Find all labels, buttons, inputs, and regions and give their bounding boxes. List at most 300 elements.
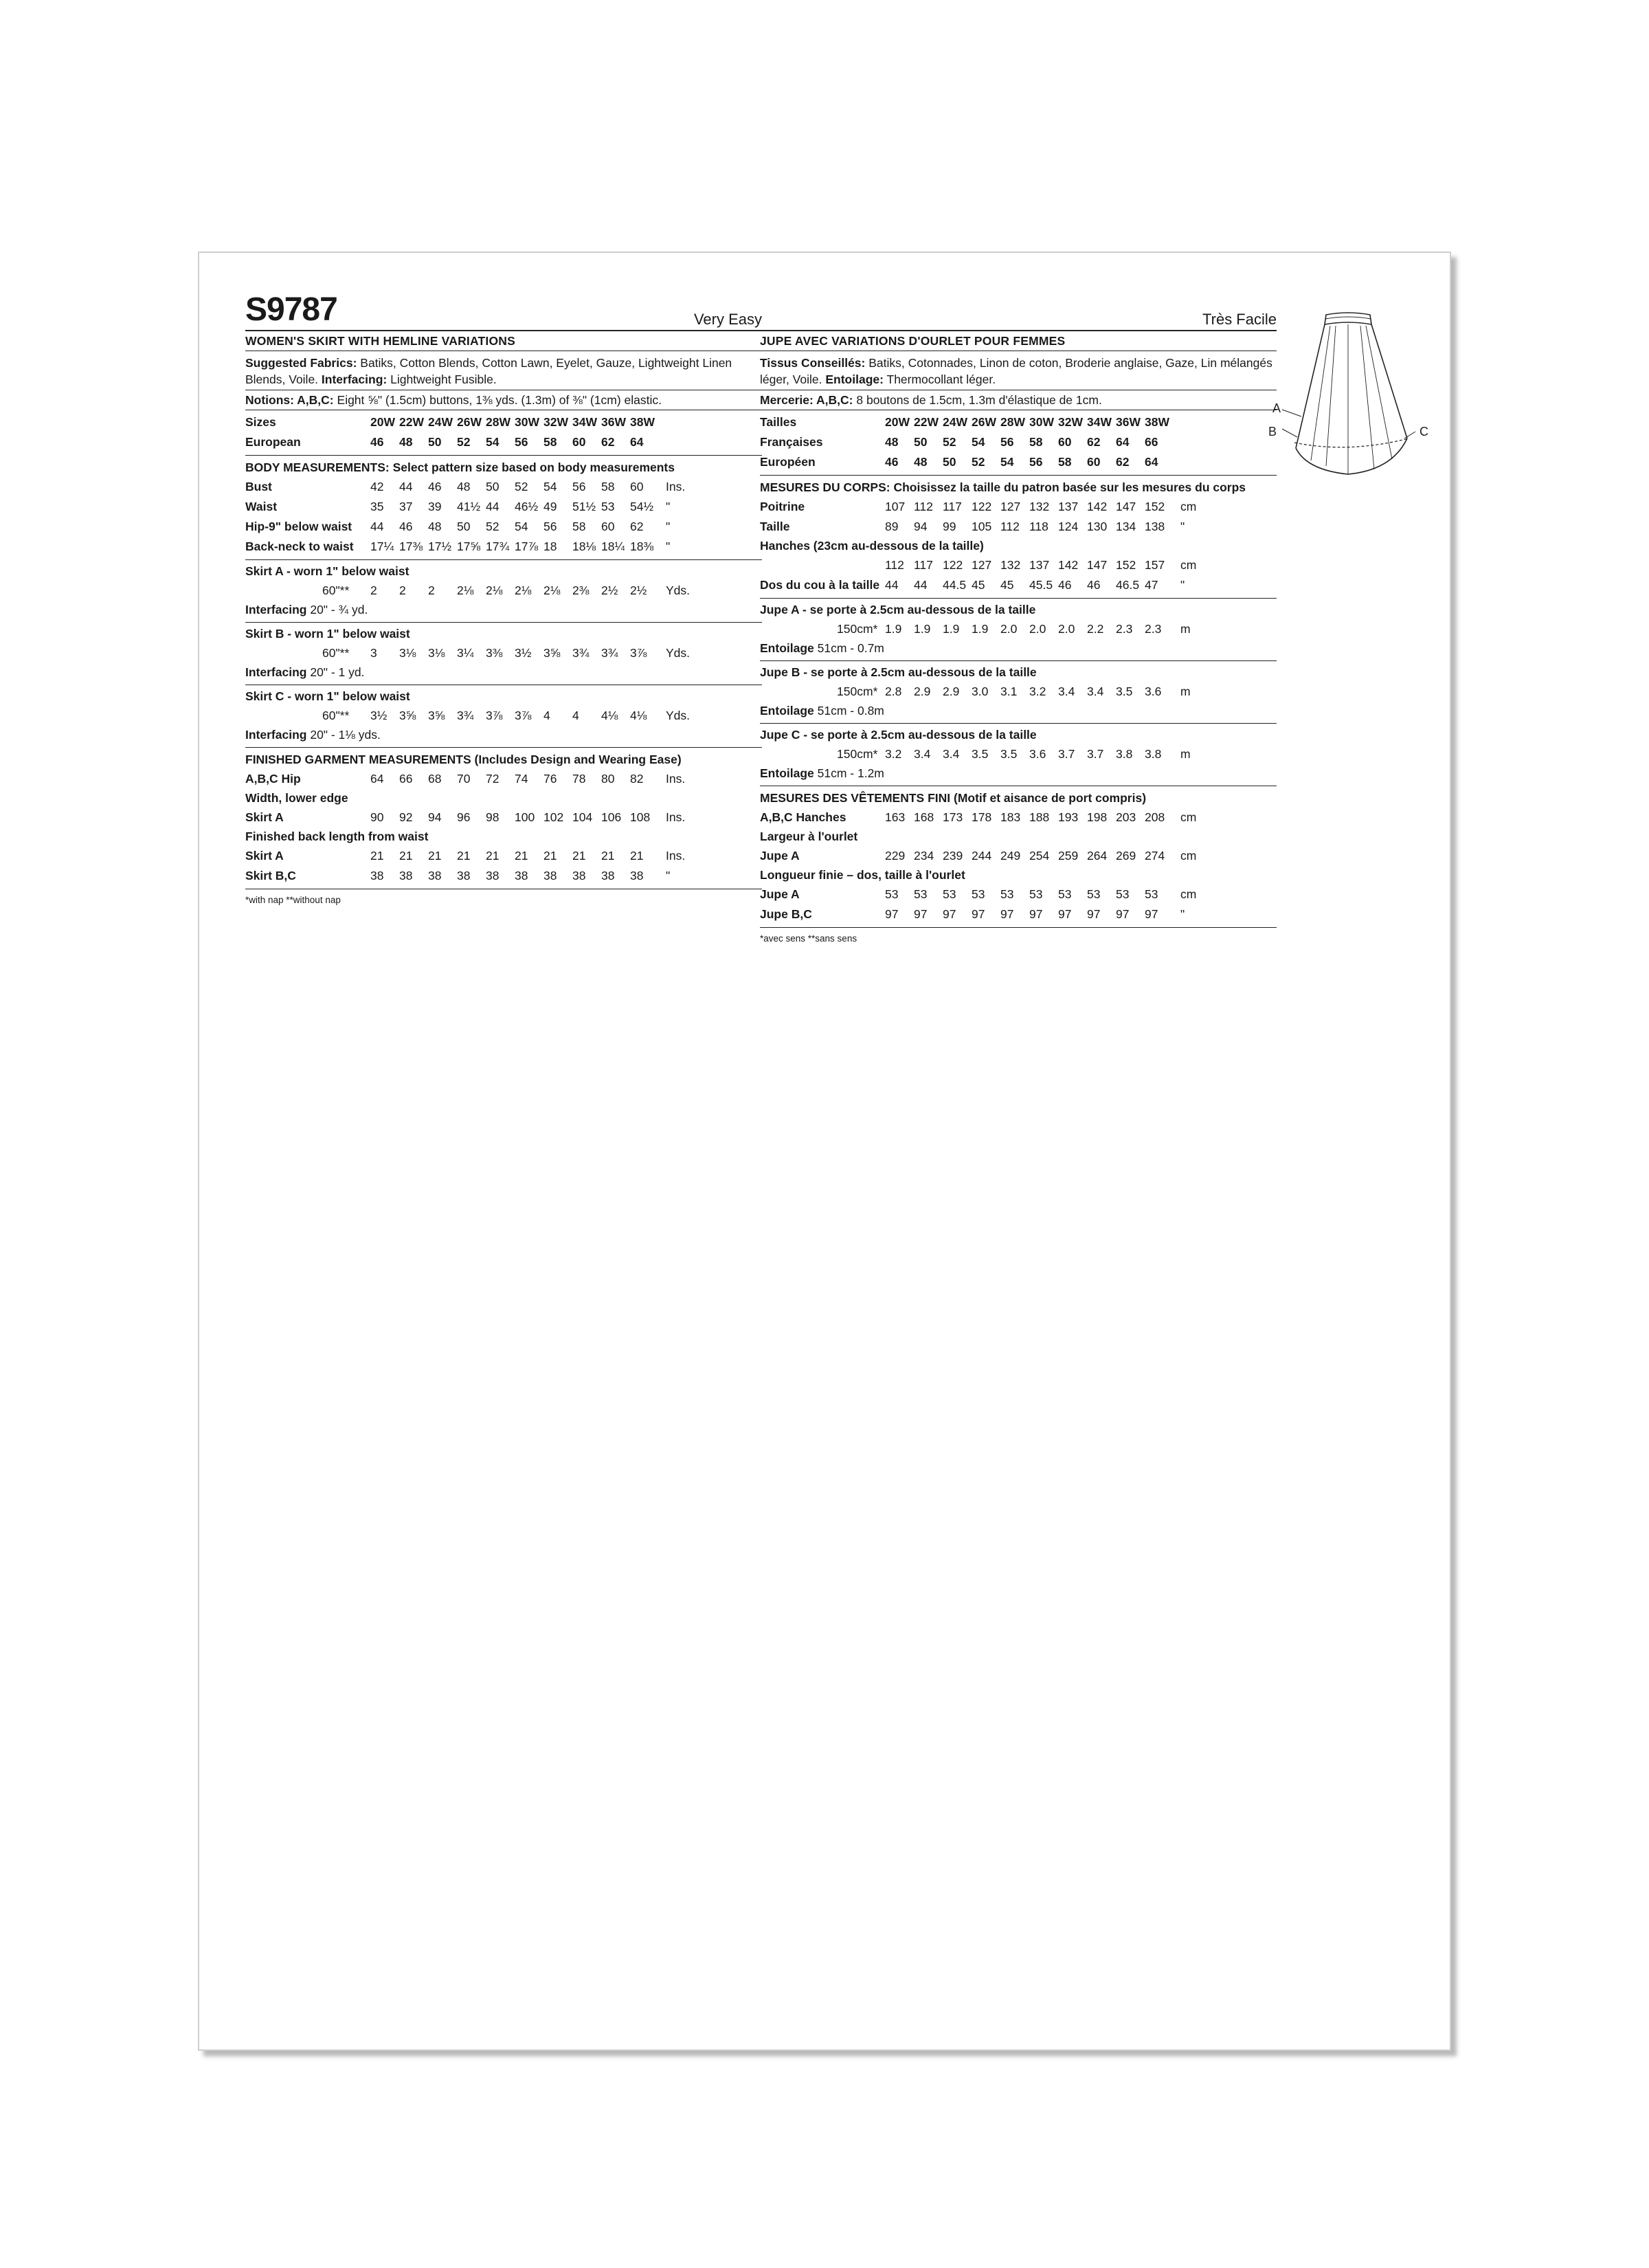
size-value: 53 <box>1058 887 1072 901</box>
size-value: 3.5 <box>1116 685 1133 698</box>
body-rows-fr <box>760 497 1277 537</box>
size-value: 58 <box>1029 435 1043 449</box>
size-value: 147 <box>1087 558 1108 572</box>
size-value: 52 <box>972 455 985 469</box>
unit-label: " <box>666 520 671 533</box>
size-value: 24W <box>428 415 453 429</box>
size-value: 44 <box>486 500 500 513</box>
size-value: 2.0 <box>1029 622 1046 636</box>
finished-length-rows-fr <box>760 885 1277 924</box>
size-value: 54 <box>972 435 985 449</box>
size-value: 46.5 <box>1116 578 1140 592</box>
measurement-row <box>245 846 762 866</box>
size-value: 28W <box>1000 415 1025 429</box>
size-value: 124 <box>1058 520 1079 533</box>
size-value: 89 <box>885 520 899 533</box>
size-value: 2⅛ <box>457 583 474 597</box>
size-value: 54 <box>486 435 500 449</box>
size-value: 50 <box>428 435 442 449</box>
row-label: Jupe A <box>760 887 800 901</box>
size-value: 98 <box>486 810 500 824</box>
size-value: 118 <box>1029 520 1048 533</box>
size-value: 90 <box>370 810 384 824</box>
size-value: 60 <box>601 520 615 533</box>
size-value: 244 <box>972 849 992 863</box>
measurement-row <box>760 885 1277 904</box>
size-value: 134 <box>1116 520 1136 533</box>
size-value: 20W <box>885 415 910 429</box>
view-heading: Skirt B - worn 1" below waist <box>245 627 410 641</box>
garment-title: WOMEN'S SKIRT WITH HEMLINE VARIATIONS <box>245 331 762 351</box>
suggested-fabrics: Suggested Fabrics: Batiks, Cotton Blends, Cotton Lawn, Eyelet, Gauze, Lightweight Linen Blends, Voile. Interfacing: Lightweight Fusible. <box>245 351 762 390</box>
row-label: Back-neck to waist <box>245 540 354 553</box>
fabric-width: 60"** <box>322 583 350 597</box>
difficulty-label-fr: Très Facile <box>1202 311 1277 328</box>
unit-label: " <box>1180 578 1185 592</box>
unit-label: Yds. <box>666 709 691 722</box>
row-label: Skirt B,C <box>245 869 296 882</box>
size-value: 102 <box>543 810 564 824</box>
size-value: 3⅜ <box>486 646 503 660</box>
size-value: 36W <box>601 415 626 429</box>
size-value: 46½ <box>515 500 539 513</box>
size-value: 22W <box>914 415 939 429</box>
unit-label: Ins. <box>666 810 686 824</box>
size-value: 38 <box>457 869 471 882</box>
measurement-row <box>760 497 1277 517</box>
finished-hip-row <box>245 769 762 789</box>
finished-length-rows <box>245 846 762 886</box>
unit-label: " <box>666 869 671 882</box>
size-value: 3½ <box>370 709 388 722</box>
size-value: 1.9 <box>914 622 931 636</box>
measurement-row <box>760 808 1277 827</box>
size-value: 106 <box>601 810 622 824</box>
size-value: 97 <box>1000 907 1014 921</box>
size-value: 3¾ <box>601 646 618 660</box>
size-value: 18 <box>543 540 557 553</box>
finished-measurements <box>245 748 762 889</box>
size-value: 28W <box>486 415 511 429</box>
size-value: 254 <box>1029 849 1050 863</box>
hip-row-fr <box>760 555 1277 575</box>
body-rows <box>245 477 762 557</box>
size-value: 142 <box>1087 500 1108 513</box>
unit-label: Ins. <box>666 772 686 786</box>
size-value: 97 <box>1145 907 1158 921</box>
difficulty-label: Very Easy <box>693 311 762 328</box>
measurement-row <box>760 744 1277 764</box>
size-table <box>245 410 762 456</box>
size-table-fr <box>760 410 1277 476</box>
size-value: 3⅞ <box>630 646 647 660</box>
unit-label: Ins. <box>666 849 686 863</box>
size-value: 3⅝ <box>543 646 561 660</box>
unit-label: cm <box>1180 558 1197 572</box>
size-value: 50 <box>457 520 471 533</box>
size-value: 54 <box>1000 455 1014 469</box>
size-value: 264 <box>1087 849 1108 863</box>
yardage-section <box>245 623 762 685</box>
garment-title-fr: JUPE AVEC VARIATIONS D'OURLET POUR FEMMES <box>760 331 1277 351</box>
size-value: 105 <box>972 520 992 533</box>
size-value: 62 <box>601 435 615 449</box>
size-value: 97 <box>1058 907 1072 921</box>
size-value: 183 <box>1000 810 1021 824</box>
size-value: 94 <box>914 520 928 533</box>
size-value: 21 <box>428 849 442 863</box>
size-value: 32W <box>543 415 568 429</box>
row-label: Waist <box>245 500 278 513</box>
size-value: 2.0 <box>1000 622 1018 636</box>
size-value: 38 <box>572 869 586 882</box>
width-label: Width, lower edge <box>245 791 348 805</box>
size-value: 68 <box>428 772 442 786</box>
size-value: 108 <box>630 810 651 824</box>
back-row-fr <box>760 575 1277 595</box>
row-label: Poitrine <box>760 500 805 513</box>
size-value: 56 <box>572 480 586 493</box>
size-value: 249 <box>1000 849 1021 863</box>
size-value: 24W <box>943 415 967 429</box>
size-value: 3.7 <box>1058 747 1075 761</box>
size-value: 38 <box>601 869 615 882</box>
unit-label: cm <box>1180 849 1197 863</box>
fabric-width: 60"** <box>322 709 350 722</box>
size-value: 50 <box>486 480 500 493</box>
size-value: 2.2 <box>1087 622 1104 636</box>
size-value: 97 <box>1029 907 1043 921</box>
footnote-fr: *avec sens **sans sens <box>760 933 857 944</box>
measurement-row <box>760 619 1277 639</box>
size-value: 21 <box>457 849 471 863</box>
size-value: 54 <box>543 480 557 493</box>
row-label: Skirt A <box>245 849 284 863</box>
body-measurements-heading: BODY MEASUREMENTS: Select pattern size based on body measurements <box>245 460 675 474</box>
measurement-row <box>245 808 762 827</box>
size-value: 48 <box>914 455 928 469</box>
unit-label: m <box>1180 747 1191 761</box>
size-value: 97 <box>972 907 985 921</box>
row-label: Bust <box>245 480 272 493</box>
size-value: 52 <box>515 480 528 493</box>
unit-label: cm <box>1180 500 1197 513</box>
notions: Notions: A,B,C: Eight ⅝" (1.5cm) buttons, 1⅜ yds. (1.3m) of ⅜" (1cm) elastic. <box>245 390 762 410</box>
yardage-section <box>760 661 1277 724</box>
size-value: 122 <box>972 500 992 513</box>
size-value: 54½ <box>630 500 654 513</box>
size-value: 4⅛ <box>601 709 618 722</box>
size-value: 54 <box>515 520 528 533</box>
size-value: 53 <box>914 887 928 901</box>
size-value: 46 <box>885 455 899 469</box>
size-value: 127 <box>1000 500 1021 513</box>
size-value: 42 <box>370 480 384 493</box>
yardage-section <box>760 724 1277 786</box>
size-value: 132 <box>1029 500 1050 513</box>
unit-label: cm <box>1180 887 1197 901</box>
size-value: 17⅞ <box>515 540 539 553</box>
size-value: 3 <box>370 646 377 660</box>
size-value: 60 <box>1087 455 1101 469</box>
size-value: 53 <box>885 887 899 901</box>
measurement-row <box>760 555 1277 575</box>
french-header <box>760 294 1277 331</box>
size-value: 3.8 <box>1116 747 1133 761</box>
size-value: 74 <box>515 772 528 786</box>
fabric-width: 150cm* <box>837 685 878 698</box>
interfacing-row: Entoilage 51cm - 0.7m <box>760 641 884 655</box>
size-value: 60 <box>630 480 644 493</box>
size-value: 56 <box>1000 435 1014 449</box>
size-value: 152 <box>1145 500 1165 513</box>
view-heading: Skirt C - worn 1" below waist <box>245 689 410 703</box>
size-value: 152 <box>1116 558 1136 572</box>
size-value: 22W <box>399 415 424 429</box>
unit-label: " <box>1180 907 1185 921</box>
size-value: 112 <box>914 500 933 513</box>
size-value: 122 <box>943 558 963 572</box>
size-value: 198 <box>1087 810 1108 824</box>
row-label: Européen <box>760 455 816 469</box>
size-value: 45.5 <box>1029 578 1053 592</box>
size-value: 52 <box>943 435 956 449</box>
view-b-label: B <box>1268 425 1277 438</box>
size-value: 1.9 <box>943 622 960 636</box>
view-heading: Jupe C - se porte à 2.5cm au-dessous de la taille <box>760 728 1037 742</box>
interfacing-row: Interfacing 20" - ¾ yd. <box>245 603 368 616</box>
body-measurements-heading-fr: MESURES DU CORPS: Choisissez la taille du patron basée sur les mesures du corps <box>760 480 1246 494</box>
size-value: 130 <box>1087 520 1108 533</box>
size-value: 3.4 <box>943 747 960 761</box>
size-value: 3.5 <box>1000 747 1018 761</box>
english-header <box>245 291 762 331</box>
body-measurements-fr <box>760 476 1277 599</box>
measurement-row <box>760 904 1277 924</box>
suggested-fabrics-fr: Tissus Conseillés: Batiks, Cotonnades, Linon de coton, Broderie anglaise, Gaze, Lin mélangés léger, Voile. Entoilage: Thermocollant léger. <box>760 351 1277 390</box>
size-value: 2⅛ <box>543 583 561 597</box>
size-value: 4 <box>572 709 579 722</box>
size-value: 58 <box>601 480 615 493</box>
size-value: 3¾ <box>457 709 474 722</box>
size-value: 3.4 <box>1087 685 1104 698</box>
size-value: 53 <box>1029 887 1043 901</box>
pattern-number: S9787 <box>245 291 337 328</box>
row-label: Jupe B,C <box>760 907 812 921</box>
english-column <box>245 291 762 905</box>
size-value: 3.2 <box>1029 685 1046 698</box>
unit-label: " <box>1180 520 1185 533</box>
size-value: 3.2 <box>885 747 902 761</box>
size-value: 147 <box>1116 500 1136 513</box>
fabric-width: 150cm* <box>837 747 878 761</box>
size-value: 17⅜ <box>399 540 423 553</box>
view-c-label: C <box>1420 425 1428 438</box>
size-value: 44 <box>914 578 928 592</box>
unit-label: Ins. <box>666 480 686 493</box>
size-value: 4⅛ <box>630 709 647 722</box>
size-value: 97 <box>1116 907 1130 921</box>
measurement-row <box>245 477 762 497</box>
row-label: A,B,C Hip <box>245 772 301 786</box>
size-value: 49 <box>543 500 557 513</box>
size-value: 48 <box>457 480 471 493</box>
size-value: 259 <box>1058 849 1079 863</box>
size-value: 2½ <box>630 583 647 597</box>
size-value: 274 <box>1145 849 1165 863</box>
size-value: 46 <box>399 520 413 533</box>
size-value: 72 <box>486 772 500 786</box>
size-value: 53 <box>601 500 615 513</box>
size-value: 36W <box>1116 415 1141 429</box>
size-value: 53 <box>1000 887 1014 901</box>
size-value: 46 <box>1087 578 1101 592</box>
size-value: 45 <box>972 578 985 592</box>
view-heading: Jupe A - se porte à 2.5cm au-dessous de la taille <box>760 603 1036 616</box>
size-value: 3.4 <box>914 747 931 761</box>
size-value: 53 <box>972 887 985 901</box>
yardage-section <box>245 560 762 623</box>
interfacing-row: Interfacing 20" - 1 yd. <box>245 665 365 679</box>
size-value: 18⅛ <box>572 540 596 553</box>
size-value: 3.5 <box>972 747 989 761</box>
size-value: 78 <box>572 772 586 786</box>
size-value: 1.9 <box>972 622 989 636</box>
size-value: 193 <box>1058 810 1079 824</box>
size-value: 26W <box>972 415 996 429</box>
size-value: 80 <box>601 772 615 786</box>
measurement-row <box>245 643 762 663</box>
width-label-fr: Largeur à l'ourlet <box>760 830 858 843</box>
size-value: 132 <box>1000 558 1021 572</box>
size-value: 234 <box>914 849 934 863</box>
size-value: 48 <box>399 435 413 449</box>
size-value: 3.7 <box>1087 747 1104 761</box>
row-label: Tailles <box>760 415 797 429</box>
size-value: 2 <box>428 583 435 597</box>
size-value: 21 <box>572 849 586 863</box>
size-value: 17⅝ <box>457 540 481 553</box>
fabric-width: 60"** <box>322 646 350 660</box>
size-value: 2.3 <box>1116 622 1133 636</box>
measurement-row <box>245 581 762 601</box>
notions-fr: Mercerie: A,B,C: 8 boutons de 1.5cm, 1.3m d'élastique de 1cm. <box>760 390 1277 410</box>
size-value: 229 <box>885 849 906 863</box>
size-value: 35 <box>370 500 384 513</box>
size-value: 56 <box>1029 455 1043 469</box>
size-value: 56 <box>543 520 557 533</box>
row-label: European <box>245 435 301 449</box>
finished-heading: FINISHED GARMENT MEASUREMENTS (Includes Design and Wearing Ease) <box>245 753 682 766</box>
size-value: 46 <box>1058 578 1072 592</box>
size-value: 3⅝ <box>399 709 416 722</box>
pattern-envelope-back <box>198 252 1451 2051</box>
size-value: 20W <box>370 415 395 429</box>
size-value: 2.8 <box>885 685 902 698</box>
unit-label: Yds. <box>666 583 691 597</box>
size-value: 30W <box>1029 415 1054 429</box>
length-label: Finished back length from waist <box>245 830 429 843</box>
finished-measurements-fr <box>760 786 1277 928</box>
row-label: Hip-9" below waist <box>245 520 352 533</box>
size-value: 53 <box>1087 887 1101 901</box>
measurement-row <box>245 412 762 432</box>
size-value: 2.0 <box>1058 622 1075 636</box>
size-value: 64 <box>370 772 384 786</box>
size-value: 2⅜ <box>572 583 590 597</box>
size-value: 62 <box>1116 455 1130 469</box>
size-value: 21 <box>486 849 500 863</box>
size-value: 138 <box>1145 520 1165 533</box>
hip-label-fr: Hanches (23cm au-dessous de la taille) <box>760 539 984 553</box>
size-value: 269 <box>1116 849 1136 863</box>
size-value: 41½ <box>457 500 481 513</box>
size-value: 21 <box>630 849 644 863</box>
interfacing-row: Interfacing 20" - 1⅛ yds. <box>245 728 381 742</box>
size-value: 173 <box>943 810 963 824</box>
fabric-width: 150cm* <box>837 622 878 636</box>
view-heading: Jupe B - se porte à 2.5cm au-dessous de la taille <box>760 665 1037 679</box>
size-value: 66 <box>1145 435 1158 449</box>
size-value: 3½ <box>515 646 532 660</box>
size-value: 21 <box>399 849 413 863</box>
size-value: 137 <box>1029 558 1050 572</box>
size-value: 56 <box>515 435 528 449</box>
size-value: 3.0 <box>972 685 989 698</box>
size-value: 3.6 <box>1029 747 1046 761</box>
finished-width-row <box>245 808 762 827</box>
size-value: 3⅞ <box>515 709 532 722</box>
size-value: 100 <box>515 810 535 824</box>
size-value: 64 <box>1145 455 1158 469</box>
size-value: 208 <box>1145 810 1165 824</box>
yardage-section <box>245 685 762 748</box>
size-value: 38 <box>428 869 442 882</box>
measurement-row <box>760 432 1277 452</box>
measurement-row <box>245 537 762 557</box>
size-value: 34W <box>1087 415 1112 429</box>
size-value: 4 <box>543 709 550 722</box>
size-value: 38W <box>1145 415 1169 429</box>
row-label: Jupe A <box>760 849 800 863</box>
interfacing-row: Entoilage 51cm - 1.2m <box>760 766 884 780</box>
measurement-row <box>760 412 1277 432</box>
row-label: Taille <box>760 520 790 533</box>
size-value: 2⅛ <box>515 583 532 597</box>
size-value: 62 <box>630 520 644 533</box>
footnote: *with nap **without nap <box>245 895 341 905</box>
size-value: 52 <box>457 435 471 449</box>
size-value: 60 <box>1058 435 1072 449</box>
unit-label: cm <box>1180 810 1197 824</box>
size-value: 94 <box>428 810 442 824</box>
row-label: A,B,C Hanches <box>760 810 846 824</box>
size-value: 53 <box>1145 887 1158 901</box>
size-value: 178 <box>972 810 992 824</box>
size-value: 64 <box>630 435 644 449</box>
size-value: 39 <box>428 500 442 513</box>
size-value: 53 <box>943 887 956 901</box>
size-value: 97 <box>885 907 899 921</box>
view-heading: Skirt A - worn 1" below waist <box>245 564 410 578</box>
length-label-fr: Longueur finie – dos, taille à l'ourlet <box>760 868 965 882</box>
size-value: 168 <box>914 810 934 824</box>
size-value: 34W <box>572 415 597 429</box>
size-value: 127 <box>972 558 992 572</box>
unit-label: " <box>666 500 671 513</box>
size-value: 50 <box>914 435 928 449</box>
body-measurements <box>245 456 762 560</box>
